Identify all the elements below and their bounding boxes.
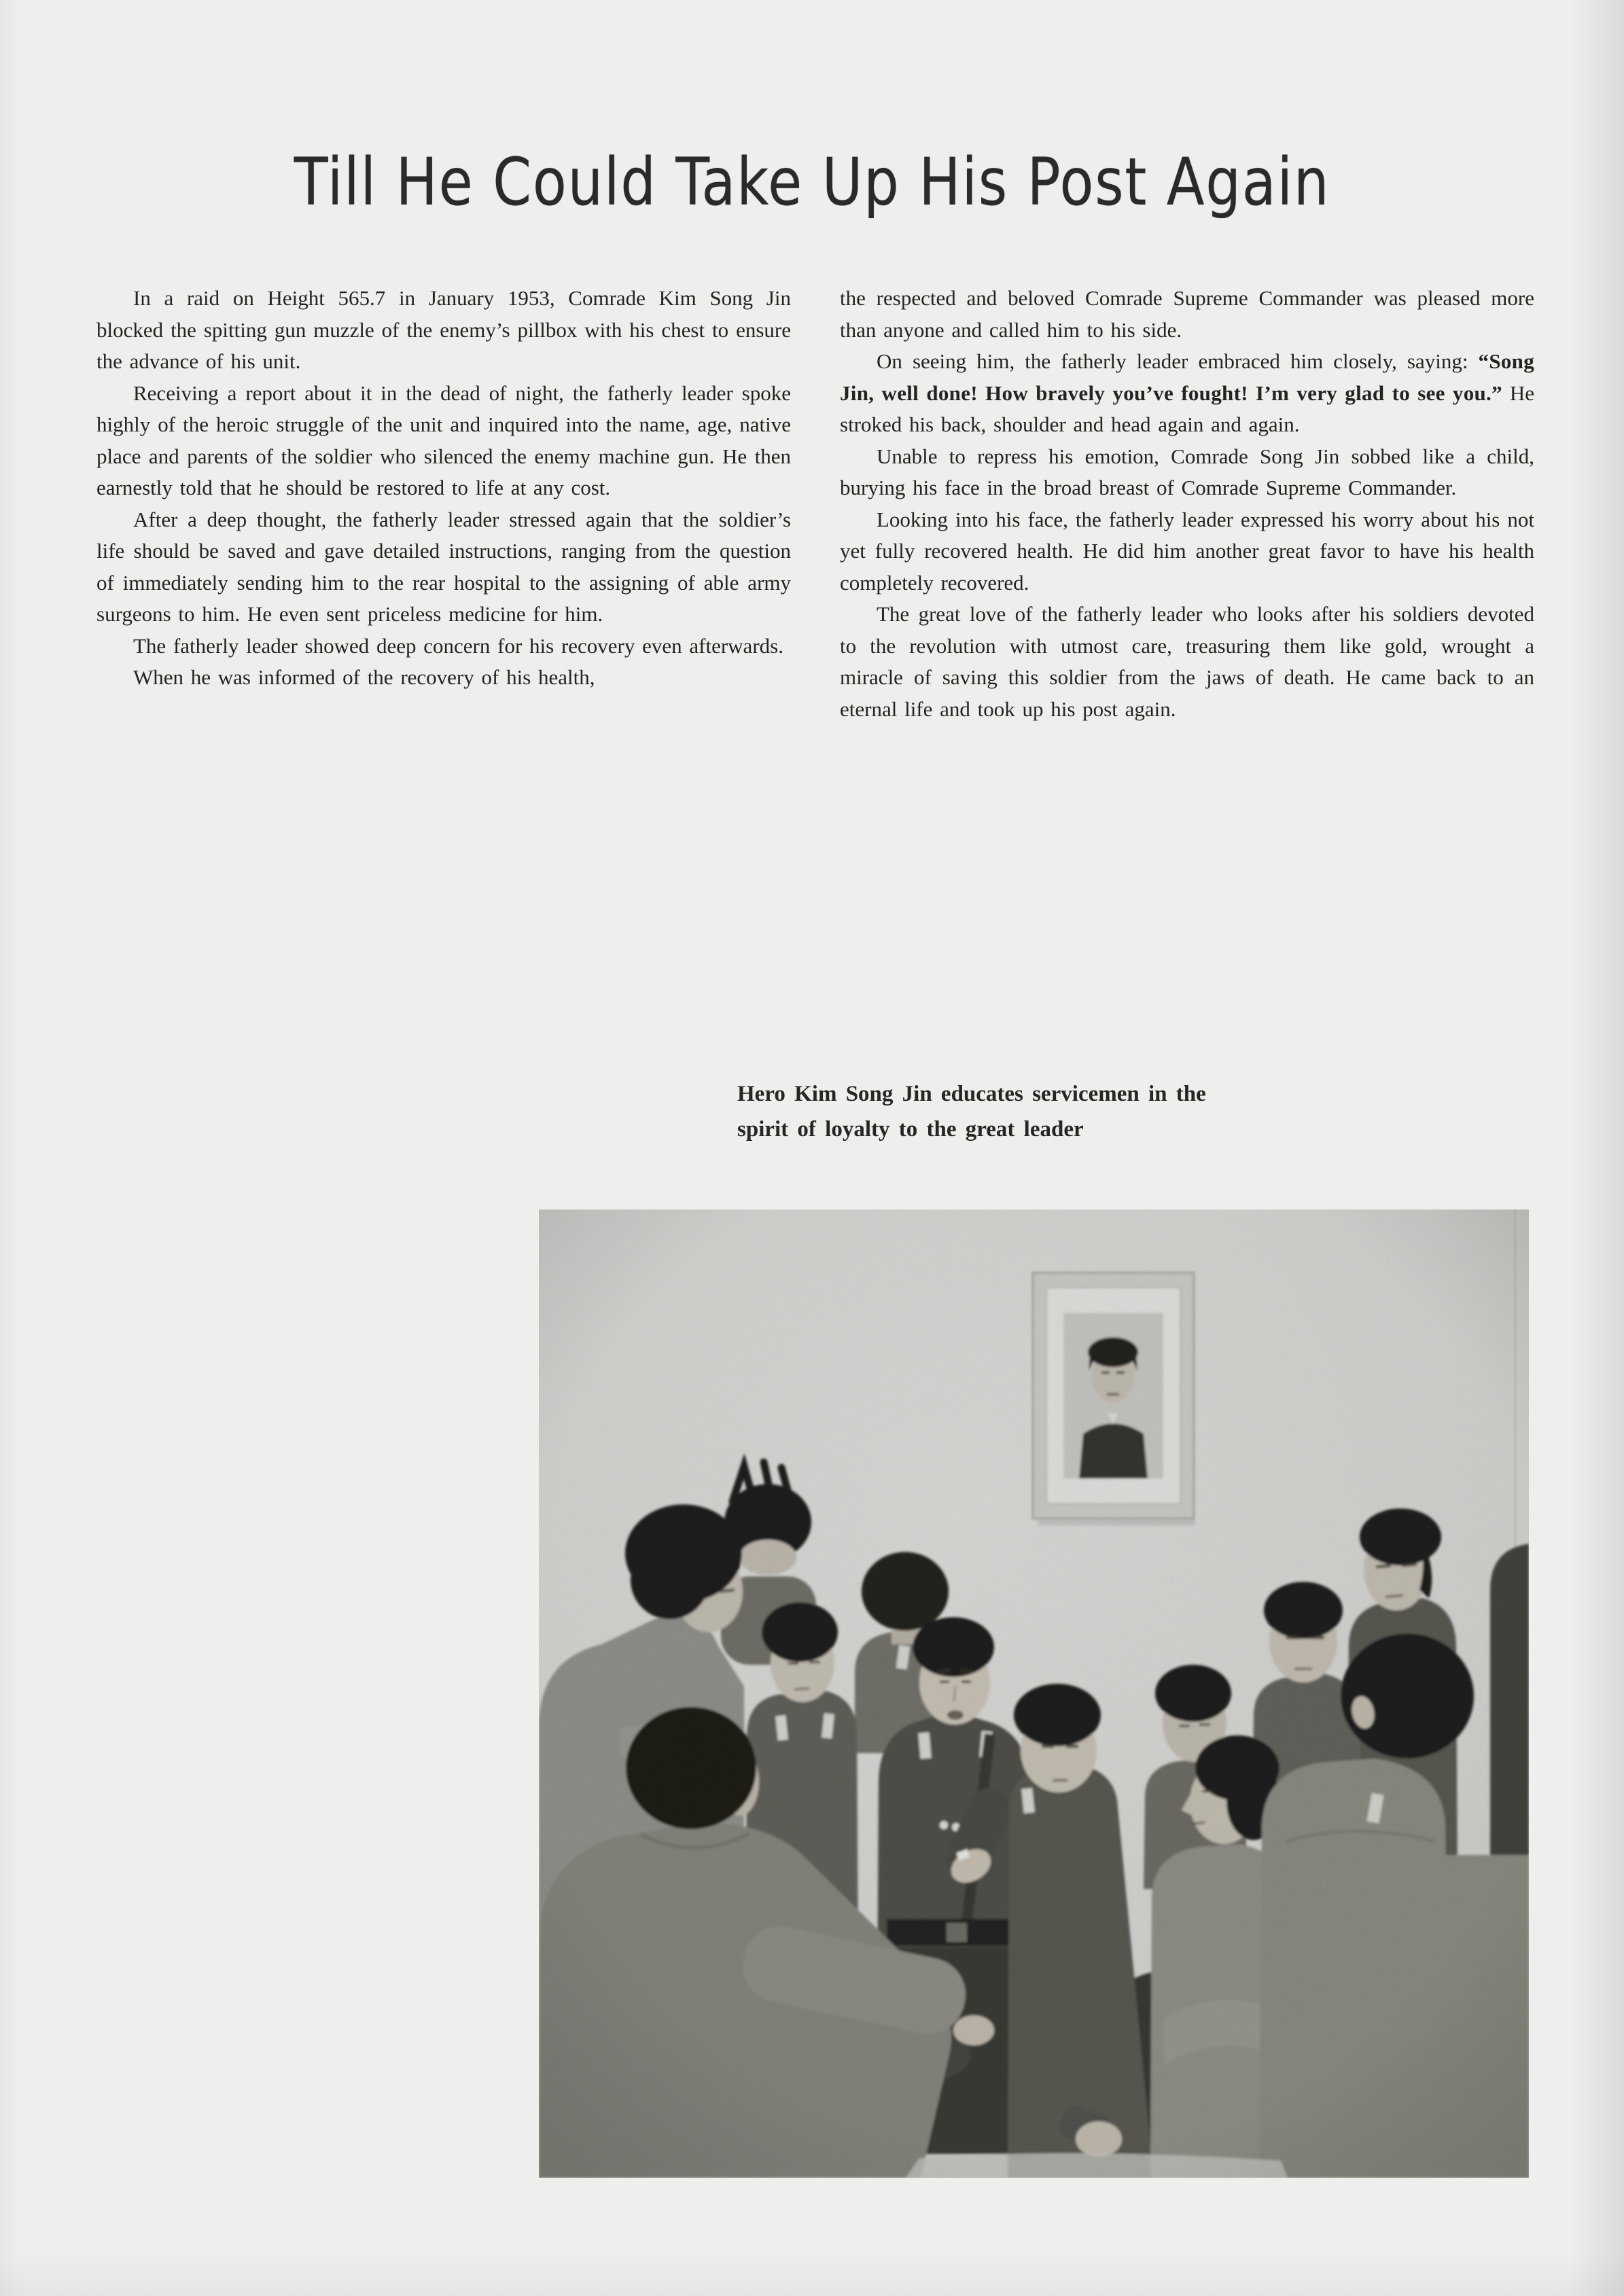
page-bottom-edge-shade xyxy=(0,2255,1624,2296)
paragraph: In a raid on Height 565.7 in January 1953, Comrade Kim Song Jin blocked the spitting gun muzzle of the enemy’s pillbox with his chest to ensure the advance of his unit. xyxy=(96,286,791,373)
text-column-right xyxy=(840,283,1534,725)
paragraph: When he was informed of the recovery of his health, xyxy=(133,665,595,689)
page-right-edge-shade xyxy=(1570,0,1624,2296)
photo-caption xyxy=(737,1076,1206,1147)
paragraph: Receiving a report about it in the dead of night, the fatherly leader spoke highly of the heroic struggle of the unit and inquired into the name, age, native place and parents of the soldier who silenced the enemy machine gun. He then earnestly told that he should be restored to life at any cost. xyxy=(96,381,791,499)
paragraph: the respected and beloved Comrade Supreme Commander was pleased more than anyone and called him to his side. xyxy=(840,286,1534,342)
photo-caption-line-2: spirit of loyalty to the great leader xyxy=(737,1117,1084,1142)
text-column-left xyxy=(96,283,791,694)
paragraph: Looking into his face, the fatherly leader expressed his worry about his not yet fully recovered health. He did him another great favor to have his health completely recovered. xyxy=(840,507,1534,595)
group-photo xyxy=(539,1209,1529,2178)
page-left-edge-shade xyxy=(0,0,20,2296)
page-title: Till He Could Take Up His Post Again xyxy=(294,144,1330,221)
paragraph: The great love of the fatherly leader who looks after his soldiers devoted to the revolution with utmost care, treasuring them like gold, wrought a miracle of saving this soldier from the jaws of death. He came back to an eternal life and took up his post again. xyxy=(840,602,1534,721)
paragraph: After a deep thought, the fatherly leader stressed again that the soldier’s life should be saved and gave detailed instructions, ranging from the question of immediately sending him to the rear hospital to the assigning of able army surgeons to him. He even sent priceless medicine for him. xyxy=(96,507,791,626)
paragraph: Unable to repress his emotion, Comrade Song Jin sobbed like a child, burying his face in the broad breast of Comrade Supreme Commander. xyxy=(840,444,1534,499)
group-photo-illustration xyxy=(539,1209,1529,2178)
paragraph: The fatherly leader showed deep concern for his recovery even afterwards. xyxy=(133,633,783,658)
photo-caption-line-1: Hero Kim Song Jin educates servicemen in the xyxy=(737,1082,1206,1106)
paragraph: On seeing him, the fatherly leader embraced him closely, saying: “Song Jin, well done! How bravely you’ve fought! I’m very glad to see you.” He stroked his back, shoulder and head again and again. xyxy=(840,349,1534,436)
photo-vignette xyxy=(539,1209,1529,2178)
